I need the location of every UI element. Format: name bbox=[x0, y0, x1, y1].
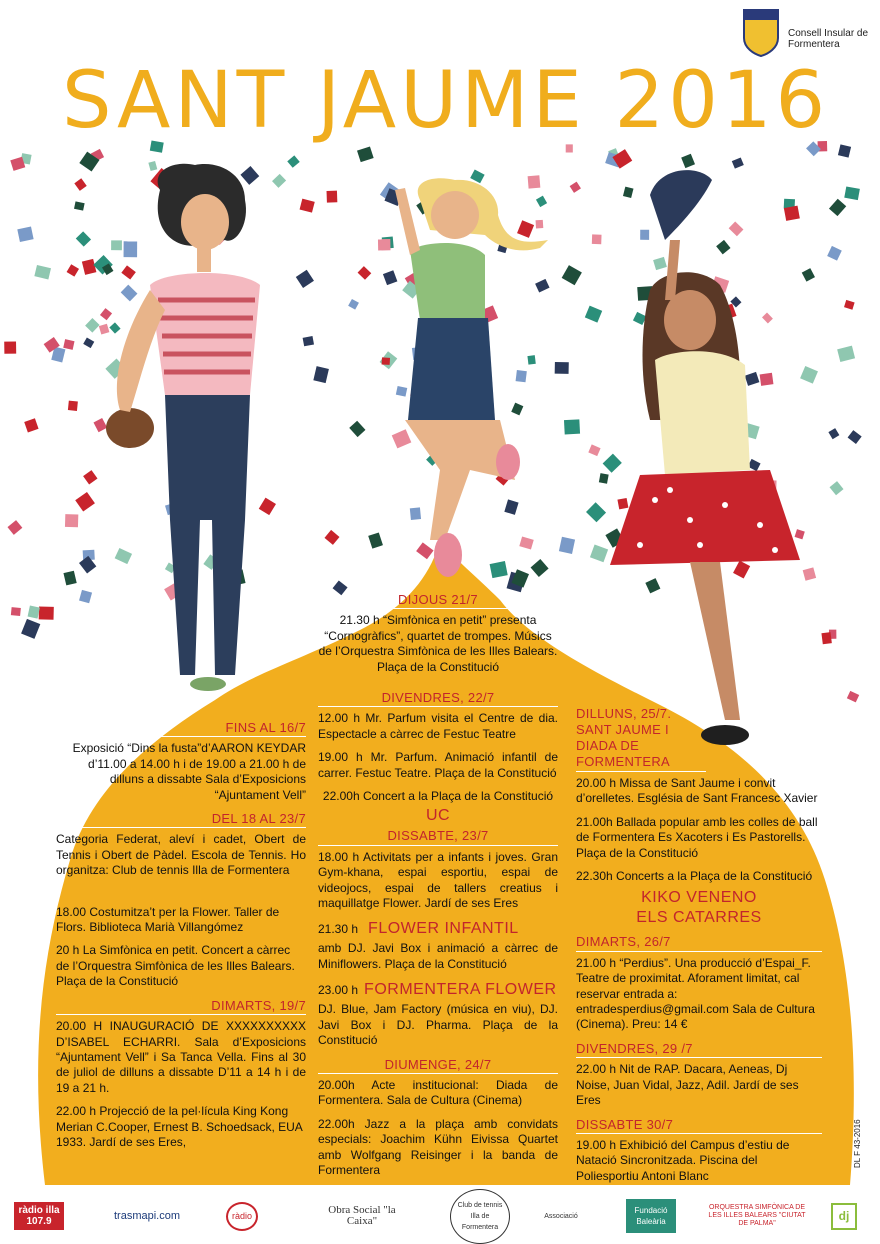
confetti-piece bbox=[760, 373, 774, 386]
confetti-piece bbox=[800, 366, 818, 384]
event-text: 22.00 h Nit de RAP. Dacara, Aeneas, Dj Noise, Juan Vidal, Jazz, Adil. Jardí de ses Eres bbox=[576, 1062, 799, 1108]
confetti-piece bbox=[681, 154, 695, 168]
confetti-piece bbox=[357, 146, 374, 162]
confetti-piece bbox=[745, 372, 760, 386]
confetti-piece bbox=[296, 270, 314, 288]
event-text: 18.00 Costumitza’t per la Flower. Taller de Flors. Biblioteca Marià Villangómez bbox=[56, 904, 280, 935]
legal-deposit: DL F 43-2016 bbox=[853, 1119, 862, 1168]
confetti-piece bbox=[111, 240, 122, 250]
confetti-piece bbox=[844, 186, 860, 200]
event-title-row bbox=[318, 980, 558, 1000]
confetti-piece bbox=[653, 257, 667, 270]
confetti-piece bbox=[416, 542, 433, 559]
council-logo bbox=[742, 6, 872, 56]
confetti-piece bbox=[784, 206, 800, 221]
confetti-piece bbox=[382, 357, 390, 365]
day-heading: DIMARTS, 26/7 bbox=[576, 934, 822, 951]
confetti-piece bbox=[564, 419, 580, 434]
confetti-piece bbox=[535, 279, 549, 293]
confetti-piece bbox=[358, 266, 372, 280]
confetti-piece bbox=[121, 265, 136, 279]
confetti-piece bbox=[34, 265, 51, 280]
sponsor-logo-dj: dj bbox=[824, 1196, 864, 1236]
confetti-piece bbox=[585, 306, 602, 323]
confetti-piece bbox=[259, 498, 276, 515]
day-heading: DEL 18 AL 23/7 bbox=[56, 811, 306, 828]
event-text: 21.00 h “Perdius”. Una producció d’Espai_F. Teatre de proximitat. Aforament limitat, cal reservar entrada a: entradesperdius@gmail.com Sala de Cultura (Cinema). Preu: 14 € bbox=[576, 955, 815, 1032]
event-text: 20 h La Simfònica en petit. Concert a càrrec de l’Orquestra Simfònica de les Illes Balears. Plaça de la Constitució bbox=[56, 943, 295, 989]
confetti-piece bbox=[383, 270, 397, 285]
confetti-piece bbox=[272, 174, 286, 188]
confetti-piece bbox=[821, 632, 831, 644]
event-title-row bbox=[318, 919, 558, 939]
confetti-piece bbox=[802, 268, 815, 281]
event-text: 21.30 h “Simfònica en petit” presenta “Cornogràfics”, quartet de trompes. Músics de l’Orquestra Simfònica de les Illes Balears. Plaça de la Constitució bbox=[318, 613, 558, 674]
sponsor-logo-balearia: Fundació Baleària bbox=[626, 1196, 676, 1236]
confetti-piece bbox=[83, 470, 97, 484]
event-text: 22.00h Jazz a la plaça amb convidats especials: Joachim Kühn Eivissa Quartet amb Wolfgang Reisinger i la banda de Formentera bbox=[318, 1116, 558, 1177]
confetti-piece bbox=[586, 502, 606, 522]
confetti-piece bbox=[830, 481, 844, 495]
schedule-left-column bbox=[56, 720, 306, 1158]
confetti-piece bbox=[599, 473, 609, 484]
confetti-piece bbox=[93, 418, 107, 432]
schedule-middle-column bbox=[318, 690, 558, 1186]
confetti-piece bbox=[844, 300, 855, 310]
confetti-piece bbox=[590, 545, 608, 563]
confetti-piece bbox=[115, 548, 132, 564]
confetti-piece bbox=[645, 578, 660, 593]
confetti-piece bbox=[82, 259, 97, 275]
confetti-piece bbox=[562, 265, 582, 285]
confetti-piece bbox=[327, 191, 338, 203]
confetti-piece bbox=[65, 514, 78, 527]
confetti-piece bbox=[837, 346, 855, 362]
band-name: ELS CATARRES bbox=[636, 909, 762, 927]
event-text: 18.00 h Activitats per a infants i joves. Gran Gym-khana, espai esportiu, espai de videojocs, espai de tallers creatius i maquillatge Flower. Jardí de ses Eres bbox=[318, 849, 558, 911]
band-name: KIKO VENENO bbox=[641, 889, 757, 907]
day-heading: DILLUNS, 25/7. SANT JAUME I DIADA DE FORMENTERA bbox=[576, 706, 706, 772]
confetti-piece bbox=[99, 324, 110, 335]
confetti-piece bbox=[531, 559, 549, 577]
confetti-piece bbox=[470, 169, 484, 183]
event-text: DJ. Blue, Jam Factory (música en viu), DJ. Javi Box i DJ. Pharma. Plaça de la Constitució bbox=[318, 1002, 558, 1048]
confetti-piece bbox=[7, 520, 22, 535]
confetti-piece bbox=[762, 313, 773, 324]
event-text: 20.00h Acte institucional: Diada de Formentera. Sala de Cultura (Cinema) bbox=[318, 1077, 558, 1108]
confetti-piece bbox=[527, 355, 535, 364]
day-heading: DIJOUS 21/7 bbox=[318, 592, 558, 609]
confetti-piece bbox=[536, 196, 547, 207]
confetti-piece bbox=[28, 605, 40, 618]
event-text: Exposició “Dins la fusta”d’AARON KEYDAR d’11.00 a 14.00 h i de 19.00 a 21.00 h de dilluns a dissabte Sala d’Exposicions “Ajuntament Vell” bbox=[72, 741, 306, 802]
event-text: 19.00 h Mr. Parfum. Animació infantil de carrer. Festuc Teatre. Plaça de la Constitució bbox=[318, 750, 558, 780]
confetti-piece bbox=[83, 337, 94, 348]
confetti-piece bbox=[490, 561, 508, 578]
confetti-piece bbox=[124, 241, 138, 257]
confetti-piece bbox=[588, 444, 600, 456]
confetti-piece bbox=[24, 418, 38, 432]
confetti-piece bbox=[368, 532, 383, 548]
confetti-piece bbox=[148, 161, 157, 171]
confetti-piece bbox=[74, 201, 85, 210]
event-title: FLOWER INFANTIL bbox=[368, 920, 519, 938]
event-time: 23.00 h bbox=[318, 983, 359, 998]
event-text: 20.00 H INAUGURACIÓ DE XXXXXXXXXX D’ISABEL ECHARRI. Sala d’Exposicions “Ajuntament Vell” i Sa Tanca Vella. Fins al 30 de juliol de dilluns a dissabte D’11 a 14 h i de 19 a 21 h. bbox=[56, 1019, 306, 1095]
sponsor-logo-orchestra: ORQUESTRA SIMFÒNICA DE LES ILLES BALEARS "CIUTAT DE PALMA" bbox=[708, 1204, 806, 1227]
confetti-piece bbox=[827, 246, 842, 261]
confetti-piece bbox=[349, 421, 365, 437]
event-text: 12.00 h Mr. Parfum visita el Centre de dia. Espectacle a càrrec de Festuc Teatre bbox=[318, 711, 558, 741]
sponsor-logo-tennis-club: Club de tennis Illa de Formentera bbox=[450, 1196, 510, 1236]
sponsor-logo-la-caixa: Obra Social "la Caixa" bbox=[328, 1204, 396, 1227]
confetti-piece bbox=[287, 155, 299, 167]
confetti-piece bbox=[555, 362, 569, 374]
confetti-piece bbox=[300, 199, 315, 213]
sponsor-logo-trasmapi: trasmapi.com bbox=[113, 1209, 181, 1222]
confetti-piece bbox=[838, 144, 851, 157]
event-text: 22.30h Concerts a la Plaça de la Constitució bbox=[576, 869, 813, 884]
confetti-piece bbox=[63, 571, 76, 586]
confetti-piece bbox=[847, 691, 859, 703]
event-text: Categoria Federat, aleví i cadet, Obert de Tennis i Obert de Pàdel. Escola de Tennis. Ho organitza: Club de tennis Illa de Formentera bbox=[56, 832, 306, 878]
sponsor-logo-association: Associació bbox=[544, 1212, 578, 1220]
schedule-thursday bbox=[318, 592, 558, 675]
sponsor-logo-radio-illa: ràdio illa 107.9 bbox=[14, 1196, 64, 1236]
confetti-piece bbox=[640, 230, 649, 240]
confetti-piece bbox=[39, 606, 54, 619]
confetti-piece bbox=[828, 428, 839, 439]
event-text: 20.00 h Missa de Sant Jaume i convit d’orelletes. Església de Sant Francesc Xavier bbox=[576, 776, 818, 806]
confetti-piece bbox=[536, 220, 544, 229]
confetti-piece bbox=[592, 234, 602, 244]
confetti-piece bbox=[570, 182, 581, 193]
event-text: 22.00h Concert a la Plaça de la Constitució bbox=[322, 789, 554, 804]
confetti-piece bbox=[11, 607, 21, 616]
day-heading: DIVENDRES, 29 /7 bbox=[576, 1041, 822, 1058]
confetti-piece bbox=[79, 590, 92, 603]
confetti-piece bbox=[528, 175, 541, 188]
confetti-piece bbox=[732, 157, 744, 168]
event-text: amb DJ. Javi Box i animació a càrrec de Miniflowers. Plaça de la Constitució bbox=[318, 941, 558, 971]
day-heading: DISSABTE 30/7 bbox=[576, 1117, 822, 1134]
confetti-piece bbox=[733, 561, 750, 579]
confetti-piece bbox=[76, 231, 91, 246]
confetti-piece bbox=[517, 220, 534, 238]
confetti-piece bbox=[348, 299, 359, 310]
confetti-piece bbox=[378, 239, 391, 251]
confetti-piece bbox=[313, 366, 329, 383]
day-heading: DISSABTE, 23/7 bbox=[318, 828, 558, 845]
confetti-piece bbox=[240, 166, 259, 185]
confetti-piece bbox=[729, 222, 744, 237]
day-heading: DIUMENGE, 24/7 bbox=[318, 1057, 558, 1074]
event-text: 22.00 h Projecció de la pel·lícula King Kong Merian C.Cooper, Ernest B. Schoedsack, EUA 1933. Jardí de ses Eres, bbox=[56, 1104, 303, 1149]
event-time: 21.30 h bbox=[318, 922, 359, 937]
schedule-right-column bbox=[576, 706, 822, 1192]
dancer-right-figure bbox=[610, 170, 800, 745]
confetti-piece bbox=[17, 226, 33, 242]
confetti-piece bbox=[21, 619, 40, 639]
confetti-piece bbox=[803, 567, 816, 580]
confetti-piece bbox=[74, 178, 86, 191]
confetti-piece bbox=[121, 285, 138, 302]
confetti-piece bbox=[68, 401, 78, 411]
confetti-piece bbox=[511, 403, 523, 416]
confetti-piece bbox=[85, 318, 100, 333]
sponsor-logo-radio: ràdio bbox=[220, 1196, 264, 1236]
confetti-piece bbox=[504, 499, 518, 514]
confetti-piece bbox=[67, 264, 79, 276]
confetti-piece bbox=[100, 308, 112, 320]
confetti-piece bbox=[559, 537, 575, 554]
event-title: FORMENTERA FLOWER bbox=[364, 981, 557, 999]
day-heading: DIVENDRES, 22/7 bbox=[318, 690, 558, 707]
event-text: 19.00 h Exhibició del Campus d’estiu de Natació Sincronitzada. Piscina del Poliesportiu Antoni Blanc bbox=[576, 1137, 790, 1183]
confetti-piece bbox=[63, 339, 74, 350]
confetti-piece bbox=[617, 498, 628, 509]
confetti-piece bbox=[829, 199, 846, 216]
confetti-piece bbox=[324, 530, 339, 545]
confetti-piece bbox=[75, 492, 95, 512]
day-heading: DIMARTS, 19/7 bbox=[56, 998, 306, 1015]
confetti-piece bbox=[519, 536, 533, 549]
confetti-piece bbox=[392, 429, 412, 448]
council-name: Consell Insular de Formentera bbox=[788, 28, 869, 50]
confetti-piece bbox=[109, 322, 120, 333]
confetti-piece bbox=[303, 336, 314, 346]
confetti-piece bbox=[716, 240, 730, 254]
confetti-piece bbox=[795, 529, 805, 539]
confetti-piece bbox=[623, 187, 634, 198]
confetti-piece bbox=[603, 454, 622, 473]
confetti-piece bbox=[396, 386, 407, 397]
event-text: 21.00h Ballada popular amb les colles de ball de Formentera Es Xacoters i Es Pastorells. Plaça de la Constitució bbox=[576, 814, 818, 860]
confetti-piece bbox=[410, 507, 421, 520]
confetti-piece bbox=[516, 370, 527, 382]
day-heading: FINS AL 16/7 bbox=[56, 720, 306, 737]
confetti-piece bbox=[4, 341, 16, 353]
poster-title: SANT JAUME 2016 bbox=[62, 56, 830, 146]
confetti-piece bbox=[848, 430, 862, 444]
band-name: UC bbox=[425, 807, 451, 825]
